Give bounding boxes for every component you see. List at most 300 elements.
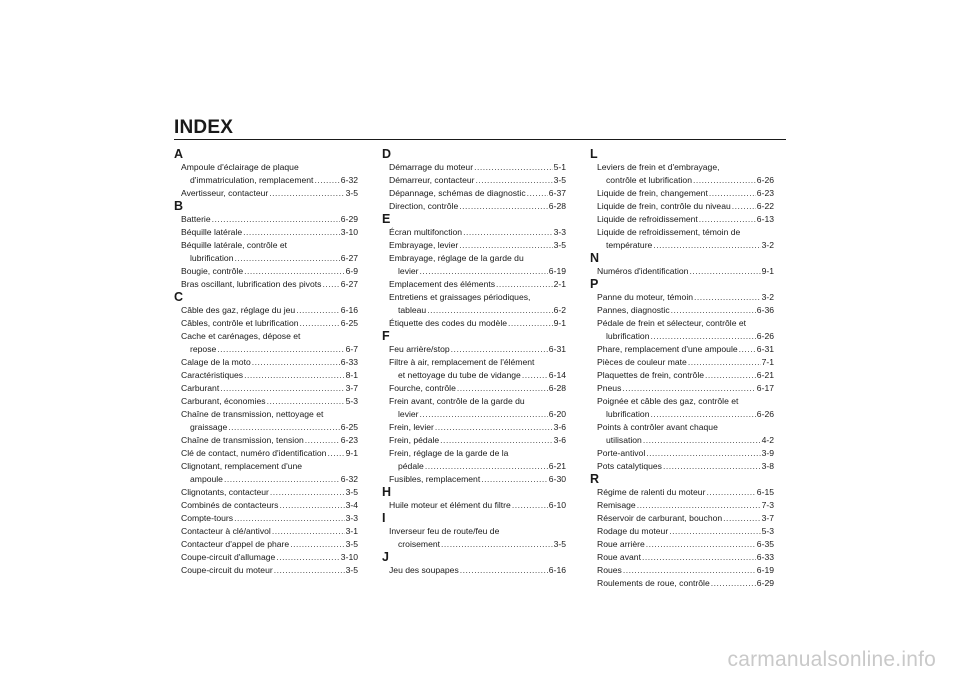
- index-entry[interactable]: [382, 278, 566, 291]
- index-entry[interactable]: [174, 265, 358, 278]
- page-number: 6-29: [756, 578, 774, 588]
- entry-label: et nettoyage du tube de vidange: [398, 370, 521, 380]
- dot-leader: [508, 317, 553, 330]
- page-number: 6-27: [340, 279, 358, 289]
- entry-label: Rodage du moteur: [597, 526, 669, 536]
- entry-line: [597, 551, 774, 564]
- index-entry[interactable]: [382, 239, 566, 252]
- index-entry[interactable]: [382, 252, 566, 278]
- page-number: 3-4: [345, 500, 358, 510]
- dot-leader: [224, 473, 340, 486]
- dot-leader: [290, 538, 344, 551]
- dot-leader: [425, 460, 548, 473]
- entry-line: [597, 486, 774, 499]
- section-letter: H: [382, 485, 392, 499]
- entry-label: Béquille latérale, contrôle et: [181, 240, 288, 250]
- entry-line: [181, 317, 358, 330]
- index-entry[interactable]: [174, 278, 358, 291]
- index-entry[interactable]: [382, 421, 566, 434]
- dot-leader: [646, 538, 756, 551]
- index-entry[interactable]: [590, 551, 774, 564]
- dot-leader: [296, 304, 340, 317]
- page-number: 6-14: [548, 370, 566, 380]
- entry-line: [597, 317, 774, 330]
- entry-label: Bougie, contrôle: [181, 266, 244, 276]
- index-entry[interactable]: [590, 304, 774, 317]
- index-entry[interactable]: [590, 200, 774, 213]
- index-entry[interactable]: [590, 486, 774, 499]
- index-entry[interactable]: [590, 525, 774, 538]
- page-number: 6-28: [548, 201, 566, 211]
- entry-continuation-line: [389, 304, 566, 317]
- entry-line: [389, 200, 566, 213]
- index-entry[interactable]: [174, 538, 358, 551]
- dot-leader: [228, 421, 340, 434]
- entry-label: Numéros d'identification: [597, 266, 689, 276]
- dot-leader: [300, 317, 340, 330]
- index-entry[interactable]: [382, 564, 566, 577]
- index-entry[interactable]: [590, 421, 774, 447]
- page-number: 6-23: [756, 188, 774, 198]
- index-entry[interactable]: [174, 161, 358, 187]
- entry-line: [181, 408, 358, 421]
- entry-label: lubrification: [606, 331, 650, 341]
- index-entry[interactable]: [174, 304, 358, 317]
- entry-line: [181, 265, 358, 278]
- index-entry[interactable]: [590, 538, 774, 551]
- index-column-3: [590, 148, 774, 590]
- entry-label: température: [606, 240, 653, 250]
- index-entry[interactable]: [590, 382, 774, 395]
- entry-continuation-line: [181, 174, 358, 187]
- index-entry[interactable]: [590, 161, 774, 187]
- entry-continuation-line: [389, 538, 566, 551]
- entry-continuation-line: [181, 421, 358, 434]
- letter-group-f: [382, 330, 566, 486]
- dot-leader: [706, 486, 755, 499]
- entry-line: [181, 226, 358, 239]
- index-entry[interactable]: [590, 343, 774, 356]
- index-entry[interactable]: [382, 226, 566, 239]
- dot-leader: [272, 525, 345, 538]
- entry-label: Leviers de frein et d'embrayage,: [597, 162, 720, 172]
- entry-label: Dépannage, schémas de diagnostic: [389, 188, 526, 198]
- entry-line: [181, 447, 358, 460]
- page-number: 6-10: [548, 500, 566, 510]
- entry-label: Câbles, contrôle et lubrification: [181, 318, 299, 328]
- page-number: 7-3: [761, 500, 774, 510]
- dot-leader: [220, 382, 344, 395]
- entry-line: [389, 161, 566, 174]
- page-number: 6-15: [756, 487, 774, 497]
- entry-line: [389, 395, 566, 408]
- index-entry[interactable]: [174, 525, 358, 538]
- page-number: 6-22: [756, 201, 774, 211]
- page-number: 3-5: [553, 175, 566, 185]
- entry-label: Caractéristiques: [181, 370, 244, 380]
- dot-leader: [705, 369, 756, 382]
- entry-label: Pannes, diagnostic: [597, 305, 670, 315]
- entry-continuation-line: [389, 460, 566, 473]
- page-number: 3-10: [340, 227, 358, 237]
- entry-label: Béquille latérale: [181, 227, 243, 237]
- index-entry[interactable]: [174, 213, 358, 226]
- index-entry[interactable]: [382, 161, 566, 174]
- entry-line: [389, 252, 566, 265]
- dot-leader: [267, 395, 345, 408]
- index-entry[interactable]: [590, 226, 774, 252]
- entry-line: [389, 382, 566, 395]
- dot-leader: [457, 382, 548, 395]
- entry-line: [389, 291, 566, 304]
- page-number: 6-32: [340, 474, 358, 484]
- page-number: 4-2: [761, 435, 774, 445]
- letter-group-b: [174, 200, 358, 291]
- page-number: 6-9: [345, 266, 358, 276]
- page-number: 3-1: [345, 526, 358, 536]
- index-entry[interactable]: [174, 512, 358, 525]
- page-number: 3-5: [553, 240, 566, 250]
- page-number: 3-5: [345, 188, 358, 198]
- index-entry[interactable]: [590, 447, 774, 460]
- entry-label: Calage de la moto: [181, 357, 251, 367]
- entry-label: Liquide de frein, contrôle du niveau: [597, 201, 731, 211]
- index-entry[interactable]: [174, 447, 358, 460]
- index-column-2: [382, 148, 566, 577]
- index-entry[interactable]: [382, 382, 566, 395]
- page-number: 6-19: [548, 266, 566, 276]
- page-number: 3-6: [553, 435, 566, 445]
- entry-line: [389, 343, 566, 356]
- dot-leader: [305, 434, 340, 447]
- index-entry[interactable]: [590, 187, 774, 200]
- entry-label: Roue avant: [597, 552, 641, 562]
- entry-label: Emplacement des éléments: [389, 279, 496, 289]
- entry-label: Réservoir de carburant, bouchon: [597, 513, 723, 523]
- entry-line: [181, 239, 358, 252]
- dot-leader: [689, 265, 760, 278]
- index-entry[interactable]: [174, 382, 358, 395]
- dot-leader: [441, 538, 553, 551]
- dot-leader: [512, 499, 548, 512]
- dot-leader: [623, 564, 756, 577]
- page-number: 3-5: [553, 539, 566, 549]
- letter-group-n: [590, 252, 774, 278]
- index-entry[interactable]: [382, 200, 566, 213]
- letter-group-a: [174, 148, 358, 200]
- dot-leader: [234, 512, 345, 525]
- page-number: 6-25: [340, 318, 358, 328]
- entry-label: Fourche, contrôle: [389, 383, 456, 393]
- dot-leader: [637, 499, 761, 512]
- index-entry[interactable]: [590, 356, 774, 369]
- page-number: 6-31: [756, 344, 774, 354]
- section-letter: P: [590, 277, 599, 291]
- page-number: 9-1: [553, 318, 566, 328]
- entry-line: [389, 499, 566, 512]
- entry-label: Roue arrière: [597, 539, 645, 549]
- dot-leader: [650, 330, 755, 343]
- page-number: 5-3: [761, 526, 774, 536]
- dot-leader: [243, 226, 340, 239]
- entry-label: Batterie: [181, 214, 211, 224]
- index-entry[interactable]: [382, 395, 566, 421]
- page-number: 6-16: [548, 565, 566, 575]
- entry-line: [597, 200, 774, 213]
- entry-label: Feu arrière/stop: [389, 344, 450, 354]
- dot-leader: [244, 265, 344, 278]
- dot-leader: [276, 551, 339, 564]
- entry-line: [389, 421, 566, 434]
- entry-line: [597, 577, 774, 590]
- page-number: 6-21: [756, 370, 774, 380]
- dot-leader: [269, 187, 344, 200]
- letter-group-j: [382, 551, 566, 577]
- entry-label: Jeu des soupapes: [389, 565, 459, 575]
- entry-label: Démarrage du moteur: [389, 162, 474, 172]
- entry-label: Roulements de roue, contrôle: [597, 578, 710, 588]
- entry-label: Liquide de frein, changement: [597, 188, 708, 198]
- entry-label: Panne du moteur, témoin: [597, 292, 694, 302]
- page-number: 6-20: [548, 409, 566, 419]
- entry-label: Compte-tours: [181, 513, 234, 523]
- entry-label: Ampoule d'éclairage de plaque: [181, 162, 299, 172]
- index-entry[interactable]: [174, 486, 358, 499]
- entry-line: [389, 473, 566, 486]
- page-number: 3-2: [761, 240, 774, 250]
- entry-label: Points à contrôler avant chaque: [597, 422, 718, 432]
- page-number: 8-1: [345, 370, 358, 380]
- entry-label: lubrification: [606, 409, 650, 419]
- index-entry[interactable]: [174, 356, 358, 369]
- index-entry[interactable]: [174, 551, 358, 564]
- index-entry[interactable]: [382, 525, 566, 551]
- index-entry[interactable]: [382, 356, 566, 382]
- entry-label: Liquide de refroidissement, témoin de: [597, 227, 741, 237]
- index-column-1: [174, 148, 358, 577]
- dot-leader: [643, 434, 761, 447]
- entry-label: Direction, contrôle: [389, 201, 459, 211]
- index-entry[interactable]: [382, 291, 566, 317]
- dot-leader: [694, 291, 761, 304]
- entry-line: [181, 538, 358, 551]
- index-entry[interactable]: [174, 395, 358, 408]
- dot-leader: [435, 421, 553, 434]
- entry-label: Pneus: [597, 383, 622, 393]
- dot-leader: [669, 525, 760, 538]
- letter-group-h: [382, 486, 566, 512]
- section-letter: N: [590, 251, 600, 265]
- index-entry[interactable]: [590, 395, 774, 421]
- index-entry[interactable]: [174, 408, 358, 434]
- entry-line: [181, 161, 358, 174]
- entry-label: Embrayage, réglage de la garde du: [389, 253, 524, 263]
- entry-label: Poignée et câble des gaz, contrôle et: [597, 396, 739, 406]
- entry-line: [389, 317, 566, 330]
- entry-label: Clignotant, remplacement d'une: [181, 461, 303, 471]
- index-entry[interactable]: [590, 577, 774, 590]
- section-letter: E: [382, 212, 391, 226]
- index-entry[interactable]: [590, 369, 774, 382]
- entry-label: Combinés de contacteurs: [181, 500, 279, 510]
- index-entry[interactable]: [174, 226, 358, 239]
- entry-continuation-line: [389, 265, 566, 278]
- index-entry[interactable]: [590, 460, 774, 473]
- dot-leader: [234, 252, 339, 265]
- entry-continuation-line: [181, 252, 358, 265]
- dot-leader: [270, 486, 345, 499]
- entry-line: [181, 460, 358, 473]
- entry-line: [181, 395, 358, 408]
- page-number: 9-1: [761, 266, 774, 276]
- entry-line: [389, 187, 566, 200]
- index-entry[interactable]: [382, 499, 566, 512]
- dot-leader: [496, 278, 553, 291]
- page-number: 3-2: [761, 292, 774, 302]
- entry-line: [181, 525, 358, 538]
- page-number: 6-2: [553, 305, 566, 315]
- watermark: carmanualsonline.info: [727, 648, 936, 671]
- entry-label: Entretiens et graissages périodiques,: [389, 292, 531, 302]
- dot-leader: [732, 200, 756, 213]
- entry-label: Avertisseur, contacteur: [181, 188, 269, 198]
- entry-line: [597, 525, 774, 538]
- entry-line: [597, 369, 774, 382]
- index-entry[interactable]: [382, 473, 566, 486]
- entry-line: [597, 460, 774, 473]
- page-number: 6-27: [340, 253, 358, 263]
- dot-leader: [314, 174, 339, 187]
- page-number: 6-26: [756, 175, 774, 185]
- entry-line: [181, 564, 358, 577]
- dot-leader: [650, 408, 755, 421]
- dot-leader: [279, 499, 344, 512]
- entry-continuation-line: [181, 343, 358, 356]
- index-entry[interactable]: [382, 187, 566, 200]
- entry-line: [181, 304, 358, 317]
- page-number: 6-19: [756, 565, 774, 575]
- dot-leader: [709, 187, 756, 200]
- index-entry[interactable]: [174, 187, 358, 200]
- index-entry[interactable]: [382, 434, 566, 447]
- entry-line: [181, 278, 358, 291]
- entry-line: [181, 356, 358, 369]
- entry-label: Embrayage, levier: [389, 240, 459, 250]
- section-letter: R: [590, 472, 600, 486]
- index-entry[interactable]: [382, 343, 566, 356]
- dot-leader: [663, 460, 761, 473]
- page-number: 3-5: [345, 487, 358, 497]
- index-entry[interactable]: [174, 434, 358, 447]
- dot-leader: [463, 226, 552, 239]
- entry-label: Carburant, économies: [181, 396, 266, 406]
- entry-line: [389, 174, 566, 187]
- entry-line: [389, 226, 566, 239]
- index-entry[interactable]: [382, 317, 566, 330]
- index-entry[interactable]: [590, 564, 774, 577]
- page-number: 6-33: [340, 357, 358, 367]
- index-entry[interactable]: [174, 239, 358, 265]
- page-number: 6-37: [548, 188, 566, 198]
- section-letter: B: [174, 199, 184, 213]
- entry-continuation-line: [597, 408, 774, 421]
- page-number: 6-17: [756, 383, 774, 393]
- index-entry[interactable]: [590, 291, 774, 304]
- section-letter: A: [174, 147, 184, 161]
- entry-line: [597, 382, 774, 395]
- entry-line: [597, 265, 774, 278]
- page-number: 3-9: [761, 448, 774, 458]
- dot-leader: [693, 174, 756, 187]
- entry-line: [181, 187, 358, 200]
- page-number: 9-1: [345, 448, 358, 458]
- section-letter: L: [590, 147, 598, 161]
- page-number: 6-30: [548, 474, 566, 484]
- dot-leader: [459, 200, 548, 213]
- page-number: 5-3: [345, 396, 358, 406]
- index-entry[interactable]: [590, 265, 774, 278]
- index-entry[interactable]: [590, 317, 774, 343]
- index-entry[interactable]: [174, 369, 358, 382]
- entry-label: Pots catalytiques: [597, 461, 662, 471]
- index-entry[interactable]: [174, 460, 358, 486]
- entry-label: levier: [398, 409, 419, 419]
- index-entry[interactable]: [382, 174, 566, 187]
- page-number: 6-36: [756, 305, 774, 315]
- entry-line: [181, 382, 358, 395]
- entry-line: [181, 486, 358, 499]
- dot-leader: [274, 564, 345, 577]
- index-entry[interactable]: [590, 512, 774, 525]
- index-entry[interactable]: [382, 447, 566, 473]
- entry-label: Chaîne de transmission, nettoyage et: [181, 409, 324, 419]
- index-entry[interactable]: [590, 499, 774, 512]
- entry-line: [389, 434, 566, 447]
- dot-leader: [420, 265, 548, 278]
- dot-leader: [739, 343, 756, 356]
- page-number: 6-29: [340, 214, 358, 224]
- index-entry[interactable]: [174, 330, 358, 356]
- page-number: 6-25: [340, 422, 358, 432]
- entry-label: graissage: [190, 422, 228, 432]
- entry-label: tableau: [398, 305, 427, 315]
- dot-leader: [451, 343, 548, 356]
- entry-continuation-line: [389, 369, 566, 382]
- index-entry[interactable]: [590, 213, 774, 226]
- entry-line: [597, 291, 774, 304]
- dot-leader: [476, 174, 553, 187]
- entry-label: utilisation: [606, 435, 642, 445]
- page-number: 6-7: [345, 344, 358, 354]
- index-entry[interactable]: [174, 564, 358, 577]
- page-number: 3-6: [553, 422, 566, 432]
- dot-leader: [527, 187, 548, 200]
- page-number: 6-23: [340, 435, 358, 445]
- index-entry[interactable]: [174, 499, 358, 512]
- entry-line: [389, 447, 566, 460]
- entry-line: [597, 343, 774, 356]
- entry-line: [389, 525, 566, 538]
- letter-group-p: [590, 278, 774, 473]
- entry-line: [181, 551, 358, 564]
- entry-continuation-line: [597, 434, 774, 447]
- dot-leader: [699, 213, 756, 226]
- page-number: 2-1: [553, 279, 566, 289]
- entry-line: [597, 499, 774, 512]
- entry-label: Frein avant, contrôle de la garde du: [389, 396, 525, 406]
- dot-leader: [420, 408, 548, 421]
- index-entry[interactable]: [174, 317, 358, 330]
